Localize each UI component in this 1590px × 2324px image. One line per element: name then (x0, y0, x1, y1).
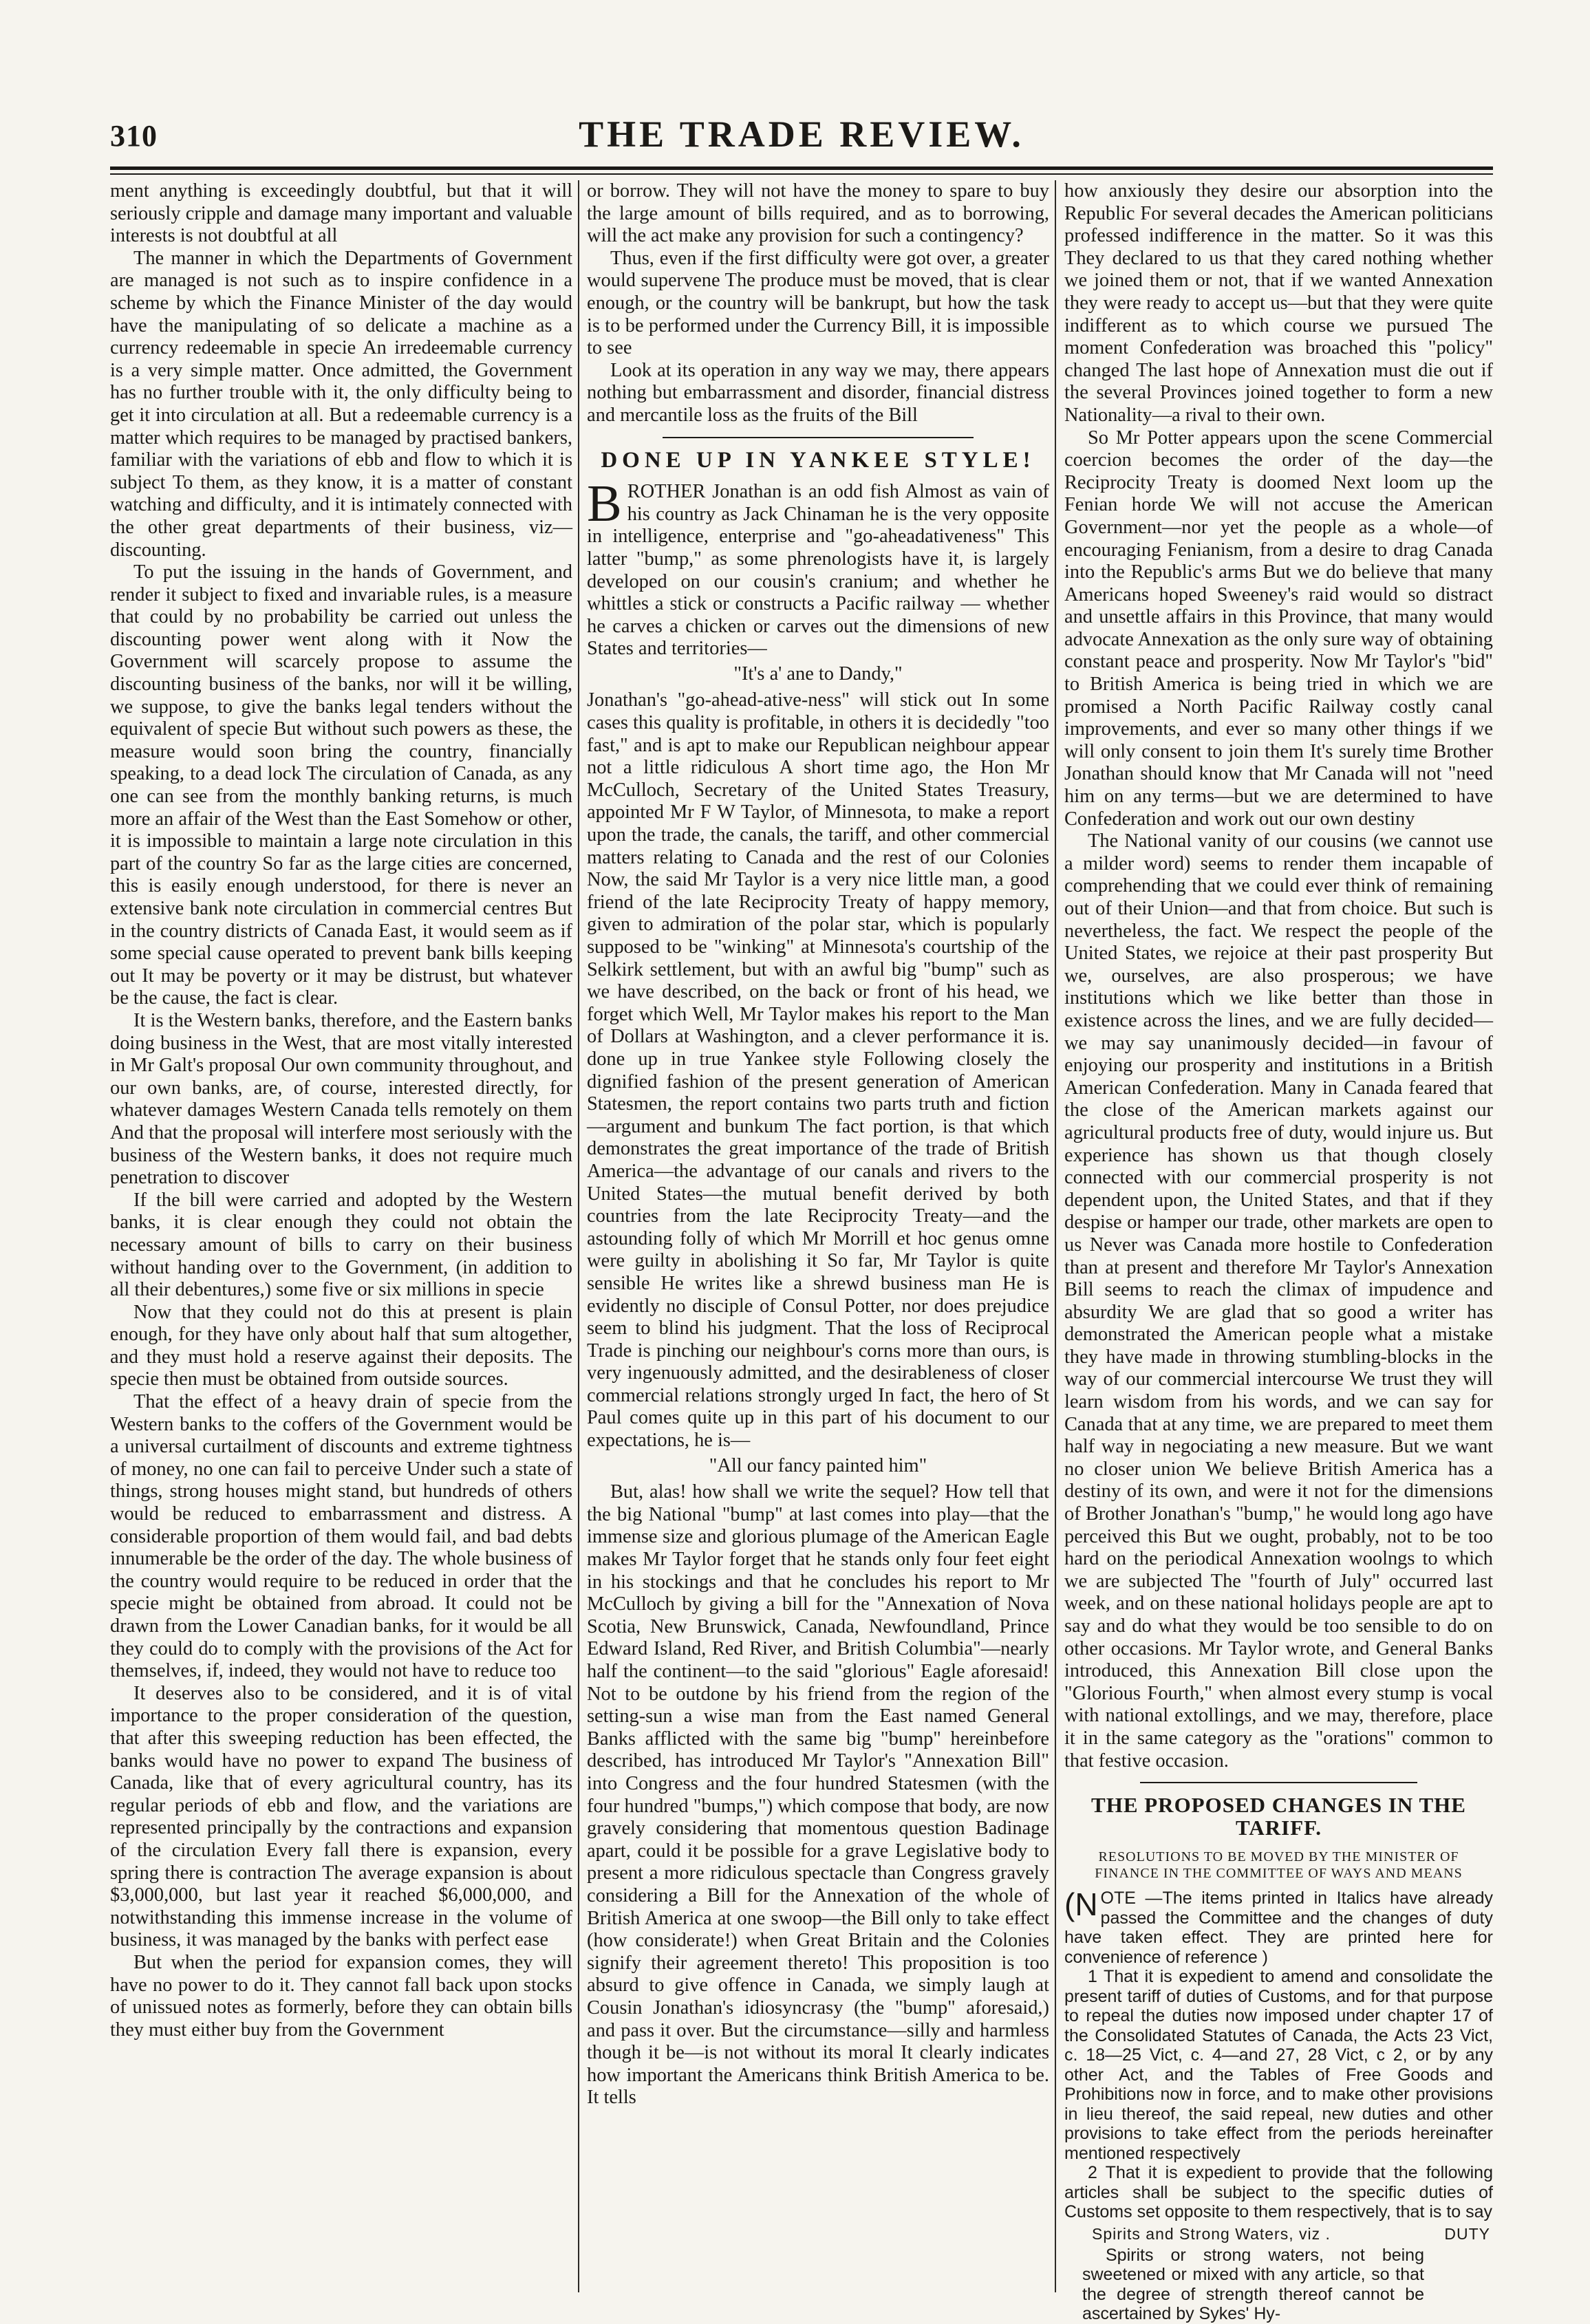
duty-heading-row (1092, 2224, 1490, 2244)
quotation: "It's a' ane to Dandy," (733, 663, 903, 685)
article-paragraph: If the bill were carried and adopted by the Western banks, it is clear enough they could not obtain the necessary amount of bills to carry on their business without handing over to the Government, (in addition to all their debentures,) some five or six millions in specie (110, 1189, 572, 1301)
running-head: THE TRADE REVIEW. (579, 114, 1024, 155)
column-divider (578, 180, 579, 2292)
article-paragraph: ment anything is exceedingly doubtful, but that it will seriously cripple and damage many important and valuable interests is not doubtful at all (110, 180, 572, 247)
quotation: "All our fancy painted him" (709, 1454, 927, 1476)
article-paragraph: That the effect of a heavy drain of specie from the Western banks to the coffers of the Government would be a universal curtailment of discounts and extreme tightness of money, no one can fail to perceive Under such a state of things, strong houses might stand, but hundreds of others would be reduced to embarrassment and distress. A considerable proportion of them would fail, and bad debts innumerable be the order of the day. The whole business of the country would require to be reduced in order that the specie might be obtained from abroad. It could not be drawn from the Lower Canadian banks, for it would be all they could do to comply with the provisions of the Act for themselves, if, indeed, they would not have to reduce too (110, 1391, 572, 1682)
duty-column-label: DUTY (1444, 2224, 1490, 2243)
masthead (110, 103, 1493, 158)
article-subhead: RESOLUTIONS TO BE MOVED BY THE MINISTER OF FINANCE IN THE COMMITTEE OF WAYS AND MEANS (1095, 1849, 1463, 1882)
article-paragraph: The manner in which the Departments of Government are managed is not such as to inspire confidence in a scheme by which the Finance Minister of the day would have the manipulating of so delicate a machine as a currency redeemable in specie An irredeemable currency is a very simple matter. Once admitted, the Government has no further trouble with it, the only difficulty being to get it into circulation at all. But a redeemable currency is a matter which requires to be managed by practised bankers, familiar with the variations of ebb and flow to which it is subject To them, as they know, it is a matter of constant watching and difficulty, and it is intimately connected with the other great departments of their business, viz—discounting. (110, 247, 572, 561)
section-rule (663, 437, 974, 438)
article-paragraph: It deserves also to be considered, and it is of vital importance to the proper consideration of the question, that after this sweeping reduction has been effected, the banks would have no power to expand The business of Canada, like that of every agricultural country, has its regular periods of ebb and flow, and the variations are represented principally by the contractions and expansion of the circulation Every fall there is expansion, every spring there is contraction The average expansion is about $3,000,000, but last year it reached $6,000,000, and notwithstanding this immense increase in the volume of business, it was managed by the banks with perfect ease (110, 1682, 572, 1951)
lead-paragraph-text: ROTHER Jonathan is an odd fish Almost as vain of his country as Jack Chinaman he is the very opposite in intelligence, enterprise and "go-aheadativeness" This latter "bump," as some phrenologists have it, is largely developed on our cousin's cranium; and whether he whittles a stick or constructs a Pacific railway — whether he carves a chicken or carves out the dimensions of new States and territories— (587, 481, 1049, 660)
column-divider (1055, 180, 1056, 2292)
article-paragraph: or borrow. They will not have the money to spare to buy the large amount of bills required, and as to borrowing, will the act make any provision for such a contingency? (587, 180, 1049, 247)
article-paragraph: Jonathan's "go-ahead-ative-ness" will stick out In some cases this quality is profitable, in others it is decidedly "too fast," and is apt to make our Republican neighbour appear not a little ridiculous A short time ago, the Hon Mr McCulloch, Secretary of the United States Treasury, appointed Mr F W Taylor, of Minnesota, to make a report upon the trade, the canals, the tariff, and other commercial matters relating to Canada and the rest of our Colonies Now, the said Mr Taylor is a very nice little man, a good friend of the late Reciprocity Treaty of happy memory, given to admiration of the polar star, which is popularly supposed to be "winking" at Minnesota's courtship of the Selkirk settlement, but with an awful big "bump" such as we have described, on the back or front of his head, we forget which Well, Mr Taylor makes his report to the Man of Dollars at Washington, and a clever performance it is. done up in true Yankee style Following closely the dignified fashion of the present generation of American Statesmen, the report contains two parts truth and fiction—argument and bunkum The fact portion, is that which demonstrates the great importance of the trade of British America—the advantage of our canals and rivers to the United States—the mutual benefit derived by both countries from the late Reciprocity Treaty—and the astounding folly of which Mr Morrill et hoc genus omne were guilty in abolishing it So far, Mr Taylor is quite sensible He writes like a shrewd business man He is evidently no disciple of Consul Potter, nor does prejudice seem to blind his judgment. That the loss of Reciprocal Trade is pinching our neighbour's corns more than ours, is very ingenuously admitted, and the desirableness of closer commercial relations strongly urged In fact, the hero of St Paul comes quite up in this part of his document to our expectations, he is— (587, 689, 1049, 1452)
article-paragraph: Look at its operation in any way we may, there appears nothing but embarrassment and disorder, financial distress and mercantile loss as the fruits of the Bill (587, 359, 1049, 426)
duty-heading: Spirits and Strong Waters, viz . (1092, 2224, 1331, 2243)
tariff-entry: Spirits or strong waters, not being sweetened or mixed with any article, so that the degree of strength thereof cannot be ascertained by Sykes' Hy- (1082, 2245, 1424, 2324)
article-paragraph: The National vanity of our cousins (we cannot use a milder word) seems to render them incapable of comprehending that we could ever think of remaining out of their Union—and that from choice. But such is nevertheless, the fact. We respect the people of the United States, we rejoice at their past prosperity But we, ourselves, are also prosperous; we have institutions which we like better than those in existence across the lines, and we are fully decided—we may say unanimously decided—in favour of enjoying our prosperity and institutions in a British American Confederation. Many in Canada feared that the close of the American markets against our agricultural products free of duty, would injure us. But experience has shown us that though closely connected with our commercial prosperity is not dependent upon, the United States, and that if they despise or hamper our trade, other markets are open to us Never was Canada more hostile to Confederation than at present and therefore Mr Taylor's Annexation Bill seems to reach the climax of impudence and absurdity We are glad that so good a writer has demonstrated the American people what a mistake they have made in throwing stumbling-blocks in the way of our commercial intercourse We trust they will learn wisdom from his words, and we can say for Canada that at any time, we are prepared to meet them half way in negociating a new measure. But we want no closer union We believe British America has a destiny of its own, and were it not for the dimensions of Brother Jonathan's "bump," he would long ago have perceived this But we ought, probably, not to be too hard on the periodical Annexation woolngs to which we are subjected The "fourth of July" occurred last week, and on these national holidays people are apt to say and do what they would be too sensible to do on other occasions. Mr Taylor wrote, and General Banks introduced, this Annexation Bill close upon the "Glorious Fourth," when almost every stump is vocal with national extollings, and we may, therefore, place it in the same category as the "orations" common to that festive occasion. (1064, 830, 1493, 1772)
editorial-note-text: OTE —The items printed in Italics have already passed the Committee and the changes of duty have taken effect. They are printed here for convenience of reference ) (1064, 1889, 1493, 1967)
article-paragraph: how anxiously they desire our absorption into the Republic For several decades the American politicians professed indifference in the matter. So it was this They declared to us that they cared nothing whether we joined them or not, that if we wanted Annexation they were ready to accept us—but that they were quite indifferent as to which course we pursued The moment Confederation was broached this "policy" changed The last hope of Annexation must die out if the several Provinces joined together to form a new Nationality—a rival to their own. (1064, 180, 1493, 426)
editorial-note (1064, 1886, 1493, 1967)
article-paragraph: Now that they could not do this at present is plain enough, for they have only about half that sum altogether, and they must hold a reserve against their deposits. The specie then must be obtained from outside sources. (110, 1301, 572, 1390)
column-1 (110, 180, 572, 2292)
resolution-item: 1 That it is expedient to amend and consolidate the present tariff of duties of Customs, and for that purpose to repeal the duties now imposed under chapter 17 of the Consolidated Statutes of Canada, the Acts 23 Vict, c. 18—25 Vict, c. 4—and 27, 28 Vict, c 2, or by any other Act, and the Tables of Free Goods and Prohibitions now in force, and to make other provisions in lieu thereof, the said repeal, new duties and other provisions to take effect from the periods hereinafter mentioned respectively (1064, 1967, 1493, 2163)
article-paragraph: Thus, even if the first difficulty were got over, a greater would supervene The produce must be moved, that is clear enough, or the country will be bankrupt, but how the task is to be performed under the Currency Bill, it is impossible to see (587, 247, 1049, 359)
lead-paragraph (587, 475, 1049, 660)
page-number: 310 (110, 119, 158, 153)
resolution-item: 2 That it is expedient to provide that the following articles shall be subject to the specific duties of Customs set opposite to them respectively, that is to say (1064, 2163, 1493, 2222)
article-paragraph: It is the Western banks, therefore, and the Eastern banks doing business in the West, that are most vitally interested in Mr Galt's proposal Our own community throughout, and our own banks, are, of course, interested directly, for whatever damages Western Canada tells remotely on them And that the proposal will interfere most seriously with the business of the Western banks, it does not require much penetration to discover (110, 1009, 572, 1189)
header-rule-thin (110, 173, 1493, 175)
section-rule (1140, 1782, 1417, 1783)
note-drop-cap: (N (1064, 1886, 1098, 1923)
drop-cap: B (587, 475, 622, 533)
article-paragraph: But, alas! how shall we write the sequel? How tell that the big National "bump" at last comes into play—that the immense size and glorious plumage of the American Eagle makes Mr Taylor forget that he stands only four feet eight in his stockings and that he concludes his report to Mr McCulloch by giving a bill for the "Annexation of Nova Scotia, New Brunswick, Canada, Newfoundland, Prince Edward Island, Red River, and British Columbia"—nearly half the continent—to the said "glorious" Eagle aforesaid! Not to be outdone by his friend from the region of the setting-sun a wise man from the East named General Banks afflicted with the same big "bump" hereinbefore described, has introduced Mr Taylor's "Annexation Bill" into Congress and the four hundred Statesmen (with the four hundred "bumps,") which compose that body, are now gravely considering that momentous question Badinage apart, could it be possible for a grave Legislative body to present a more ridiculous spectacle than Congress gravely considering a Bill for the Annexation of the whole of British America at one swoop—the Bill only to take effect (how considerate!) when Great Britain and the Colonies signify their agreement thereto! This proposition is too absurd to give offence in Canada, we simply laugh at Cousin Jonathan's idiosyncrasy (the "bump" aforesaid,) and pass it over. But the circumstance—silly and harmless though it be—is not without its moral It clearly indicates how important the Americans think British America to be. It tells (587, 1481, 1049, 2109)
column-2 (587, 180, 1049, 2292)
header-rule-thick (110, 166, 1493, 170)
article-headline: DONE UP IN YANKEE STYLE! (601, 447, 1035, 473)
column-3 (1064, 180, 1493, 2324)
article-paragraph: To put the issuing in the hands of Government, and render it subject to fixed and invariable rules, is a measure that could by no probability be carried out unless the discounting power went along with it Now the Government will scarcely propose to assume the discounting business of the banks, nor will it be willing, we suppose, to give the banks legal tenders without the equivalent of specie But without such powers as these, the measure would soon bring the country, financially speaking, to a dead lock The circulation of Canada, as any one can see from the monthly banking returns, is much more an affair of the West than the East Somehow or other, it is impossible to maintain a large note circulation in this part of the country So far as the large cities are concerned, this is easily enough understood, for there is never an extensive bank note circulation in commercial centres But in the country districts of Canada East, it would seem as if some special cause operated to prevent bank bills keeping out It may be poverty or it may be distrust, but whatever be the cause, the fact is clear. (110, 561, 572, 1009)
article-headline: THE PROPOSED CHANGES IN THE TARIFF. (1091, 1793, 1466, 1840)
article-paragraph: But when the period for expansion comes, they will have no power to do it. They cannot fall back upon stocks of unissued notes as formerly, before they can obtain bills they must either buy from the Government (110, 1951, 572, 2041)
article-paragraph: So Mr Potter appears upon the scene Commercial coercion becomes the order of the day—the Reciprocity Treaty is doomed Next loom up the Fenian horde We will not accuse the American Government—nor yet the people as a whole—of encouraging Fenianism, from a desire to drag Canada into the Republic's arms But we do believe that many Americans hoped Sweeney's raid would so distract and unsettle affairs in this Province, that many would advocate Annexation as the only sure way of obtaining constant peace and prosperity. Now Mr Taylor's "bid" to British America is being tried in which we are promised a North Pacific Railway costly canal improvements, and ever so many other things if we will only consent to join them It's surely time Brother Jonathan should know that Mr Canada will not "need him on any terms—but we are determined to have Confederation and work out our own destiny (1064, 427, 1493, 830)
